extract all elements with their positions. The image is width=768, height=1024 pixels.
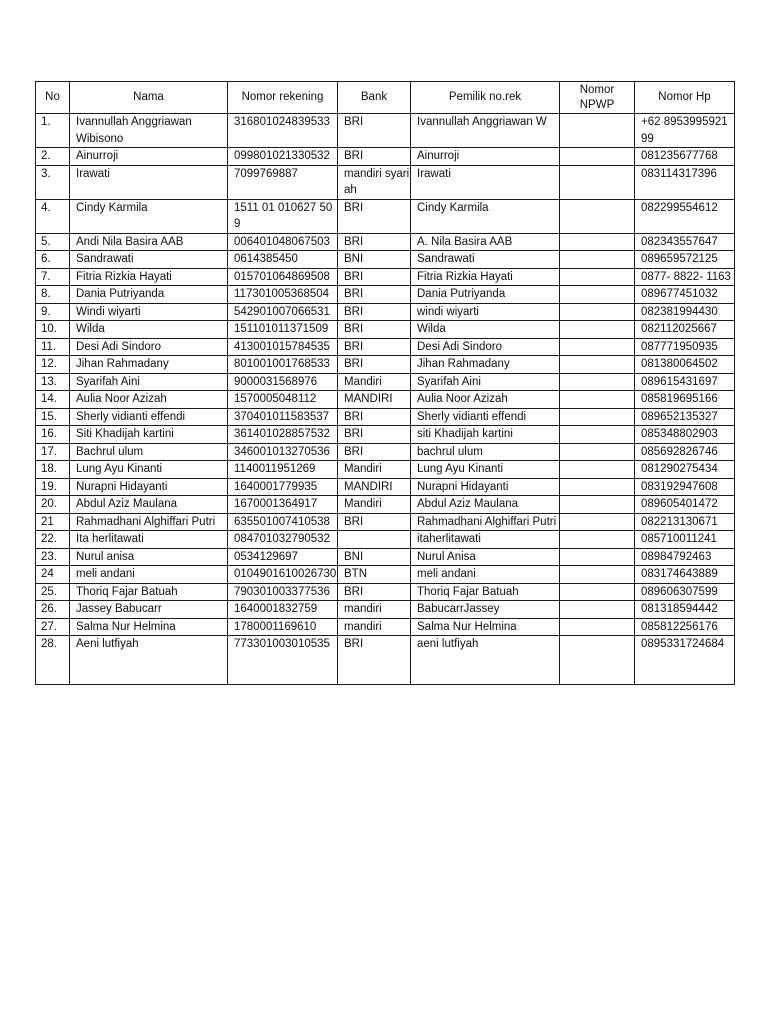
cell-nomor-npwp xyxy=(560,373,635,391)
cell-no: 4. xyxy=(36,199,70,233)
cell-no: 28. xyxy=(36,636,70,685)
cell-nomor-npwp xyxy=(560,338,635,356)
cell-nomor-rekening: 084701032790532 xyxy=(228,531,338,549)
cell-nomor-rekening: 117301005368504 xyxy=(228,286,338,304)
table-row xyxy=(36,303,735,321)
cell-bank: BRI xyxy=(338,408,411,426)
account-data-table xyxy=(35,81,735,685)
cell-nama: Fitria Rizkia Hayati xyxy=(70,268,228,286)
cell-nomor-npwp xyxy=(560,531,635,549)
cell-no: 22. xyxy=(36,531,70,549)
cell-nomor-npwp xyxy=(560,391,635,409)
cell-nama: Irawati xyxy=(70,165,228,199)
cell-nomor-hp: 082381994430 xyxy=(635,303,735,321)
table-row xyxy=(36,338,735,356)
table-row xyxy=(36,531,735,549)
cell-nama: Andi Nila Basira AAB xyxy=(70,233,228,251)
table-row xyxy=(36,114,735,148)
cell-bank: BRI xyxy=(338,321,411,339)
header-nomor-npwp: Nomor NPWP xyxy=(560,82,635,114)
cell-nomor-hp: 085348802903 xyxy=(635,426,735,444)
cell-nomor-rekening: 1140011951269 xyxy=(228,461,338,479)
cell-nomor-hp: 08984792463 xyxy=(635,548,735,566)
cell-nomor-hp: 081235677768 xyxy=(635,148,735,166)
cell-nomor-hp: 083192947608 xyxy=(635,478,735,496)
cell-pemilik-norek: Rahmadhani Alghiffari Putri xyxy=(411,513,560,531)
cell-nama: Wilda xyxy=(70,321,228,339)
cell-nomor-npwp xyxy=(560,251,635,269)
cell-no: 21 xyxy=(36,513,70,531)
cell-pemilik-norek: Ivannullah Anggriawan W xyxy=(411,114,560,148)
cell-nomor-rekening: 635501007410538 xyxy=(228,513,338,531)
cell-pemilik-norek: Sherly vidianti effendi xyxy=(411,408,560,426)
cell-nama: Lung Ayu Kinanti xyxy=(70,461,228,479)
cell-pemilik-norek: windi wiyarti xyxy=(411,303,560,321)
header-nama: Nama xyxy=(70,82,228,114)
cell-bank: BRI xyxy=(338,303,411,321)
cell-nomor-rekening: 0614385450 xyxy=(228,251,338,269)
cell-nama: Salma Nur Helmina xyxy=(70,618,228,636)
cell-nama: Ivannullah Anggriawan Wibisono xyxy=(70,114,228,148)
table-row xyxy=(36,601,735,619)
cell-nama: Syarifah Aini xyxy=(70,373,228,391)
cell-nomor-hp: 085710011241 xyxy=(635,531,735,549)
cell-nomor-npwp xyxy=(560,286,635,304)
table-row xyxy=(36,251,735,269)
cell-bank: mandiri syariah xyxy=(338,165,411,199)
cell-no: 17. xyxy=(36,443,70,461)
cell-nomor-npwp xyxy=(560,199,635,233)
table-row xyxy=(36,636,735,685)
cell-no: 26. xyxy=(36,601,70,619)
table-row xyxy=(36,478,735,496)
table-row xyxy=(36,148,735,166)
table-row xyxy=(36,618,735,636)
cell-nomor-rekening: 801001001768533 xyxy=(228,356,338,374)
cell-nomor-npwp xyxy=(560,601,635,619)
cell-no: 9. xyxy=(36,303,70,321)
cell-nomor-hp: 083114317396 xyxy=(635,165,735,199)
cell-nomor-hp: 082112025667 xyxy=(635,321,735,339)
cell-nomor-npwp xyxy=(560,636,635,685)
cell-bank: mandiri xyxy=(338,601,411,619)
cell-pemilik-norek: Irawati xyxy=(411,165,560,199)
cell-nama: Desi Adi Sindoro xyxy=(70,338,228,356)
cell-nomor-hp: 089652135327 xyxy=(635,408,735,426)
cell-bank: BRI xyxy=(338,268,411,286)
table-row xyxy=(36,443,735,461)
cell-no: 25. xyxy=(36,583,70,601)
table-row xyxy=(36,286,735,304)
cell-nomor-rekening: 9000031568976 xyxy=(228,373,338,391)
cell-bank: BRI xyxy=(338,233,411,251)
cell-no: 3. xyxy=(36,165,70,199)
cell-pemilik-norek: BabucarrJassey xyxy=(411,601,560,619)
cell-no: 2. xyxy=(36,148,70,166)
cell-pemilik-norek: aeni lutfiyah xyxy=(411,636,560,685)
cell-nama: Dania Putriyanda xyxy=(70,286,228,304)
cell-nomor-npwp xyxy=(560,165,635,199)
cell-no: 10. xyxy=(36,321,70,339)
cell-bank: BRI xyxy=(338,114,411,148)
cell-no: 18. xyxy=(36,461,70,479)
cell-nomor-hp: 082213130671 xyxy=(635,513,735,531)
cell-nomor-npwp xyxy=(560,303,635,321)
cell-pemilik-norek: Thoriq Fajar Batuah xyxy=(411,583,560,601)
cell-nomor-hp: 081380064502 xyxy=(635,356,735,374)
cell-nama: Nurapni Hidayanti xyxy=(70,478,228,496)
cell-bank: BRI xyxy=(338,636,411,685)
cell-nomor-hp: 082299554612 xyxy=(635,199,735,233)
cell-nomor-npwp xyxy=(560,496,635,514)
cell-nomor-rekening: 361401028857532 xyxy=(228,426,338,444)
cell-nomor-hp: 089659572125 xyxy=(635,251,735,269)
cell-nomor-npwp xyxy=(560,408,635,426)
cell-nomor-hp: 087771950935 xyxy=(635,338,735,356)
cell-nama: Thoriq Fajar Batuah xyxy=(70,583,228,601)
cell-pemilik-norek: Wilda xyxy=(411,321,560,339)
cell-bank: BRI xyxy=(338,148,411,166)
cell-bank: BNI xyxy=(338,548,411,566)
cell-nomor-rekening: 0104901610026730 xyxy=(228,566,338,584)
cell-nomor-hp: +62 895399592199 xyxy=(635,114,735,148)
cell-nomor-hp: 0895331724684 xyxy=(635,636,735,685)
cell-nomor-rekening: 316801024839533 xyxy=(228,114,338,148)
table-row xyxy=(36,391,735,409)
cell-nomor-npwp xyxy=(560,513,635,531)
cell-nomor-rekening: 099801021330532 xyxy=(228,148,338,166)
cell-no: 20. xyxy=(36,496,70,514)
cell-nomor-rekening: 1640001832759 xyxy=(228,601,338,619)
cell-nomor-npwp xyxy=(560,548,635,566)
cell-pemilik-norek: Ainurroji xyxy=(411,148,560,166)
cell-bank: MANDIRI xyxy=(338,478,411,496)
table-row xyxy=(36,199,735,233)
cell-pemilik-norek: Aulia Noor Azizah xyxy=(411,391,560,409)
cell-pemilik-norek: itaherlitawati xyxy=(411,531,560,549)
cell-no: 15. xyxy=(36,408,70,426)
header-bank: Bank xyxy=(338,82,411,114)
cell-nama: Ainurroji xyxy=(70,148,228,166)
cell-no: 7. xyxy=(36,268,70,286)
cell-nomor-hp: 089605401472 xyxy=(635,496,735,514)
cell-no: 1. xyxy=(36,114,70,148)
cell-bank xyxy=(338,531,411,549)
table-row xyxy=(36,513,735,531)
cell-nomor-rekening: 015701064869508 xyxy=(228,268,338,286)
cell-nama: Cindy Karmila xyxy=(70,199,228,233)
table-row xyxy=(36,321,735,339)
table-row xyxy=(36,583,735,601)
cell-nomor-hp: 089677451032 xyxy=(635,286,735,304)
cell-no: 8. xyxy=(36,286,70,304)
cell-nomor-hp: 085692826746 xyxy=(635,443,735,461)
table-header-row xyxy=(36,82,735,114)
cell-nomor-rekening: 006401048067503 xyxy=(228,233,338,251)
cell-nomor-rekening: 1640001779935 xyxy=(228,478,338,496)
cell-nomor-rekening: 1780001169610 xyxy=(228,618,338,636)
table-row xyxy=(36,268,735,286)
cell-pemilik-norek: Abdul Aziz Maulana xyxy=(411,496,560,514)
cell-bank: BNI xyxy=(338,251,411,269)
header-nomor-rekening: Nomor rekening xyxy=(228,82,338,114)
cell-nomor-rekening: 1670001364917 xyxy=(228,496,338,514)
cell-nomor-npwp xyxy=(560,148,635,166)
cell-nomor-hp: 089615431697 xyxy=(635,373,735,391)
cell-nomor-npwp xyxy=(560,268,635,286)
cell-nomor-rekening: 1570005048112 xyxy=(228,391,338,409)
cell-bank: BRI xyxy=(338,426,411,444)
cell-nomor-rekening: 370401011583537 xyxy=(228,408,338,426)
cell-nomor-rekening: 7099769887 xyxy=(228,165,338,199)
table-row xyxy=(36,233,735,251)
cell-nomor-npwp xyxy=(560,461,635,479)
cell-bank: BRI xyxy=(338,199,411,233)
cell-bank: BRI xyxy=(338,443,411,461)
cell-nama: Abdul Aziz Maulana xyxy=(70,496,228,514)
cell-bank: BRI xyxy=(338,286,411,304)
cell-no: 19. xyxy=(36,478,70,496)
cell-nomor-rekening: 1511 01 010627 50 9 xyxy=(228,199,338,233)
cell-bank: BRI xyxy=(338,338,411,356)
cell-nomor-npwp xyxy=(560,426,635,444)
table-row xyxy=(36,461,735,479)
cell-nama: Rahmadhani Alghiffari Putri xyxy=(70,513,228,531)
table-row xyxy=(36,496,735,514)
cell-nomor-hp: 081290275434 xyxy=(635,461,735,479)
cell-nama: Sandrawati xyxy=(70,251,228,269)
cell-nama: Bachrul ulum xyxy=(70,443,228,461)
cell-pemilik-norek: Syarifah Aini xyxy=(411,373,560,391)
table-row xyxy=(36,408,735,426)
cell-pemilik-norek: Fitria Rizkia Hayati xyxy=(411,268,560,286)
cell-nomor-npwp xyxy=(560,114,635,148)
cell-pemilik-norek: Desi Adi Sindoro xyxy=(411,338,560,356)
table-row xyxy=(36,548,735,566)
cell-nama: Siti Khadijah kartini xyxy=(70,426,228,444)
cell-bank: BRI xyxy=(338,513,411,531)
table-row xyxy=(36,373,735,391)
cell-nama: Ita herlitawati xyxy=(70,531,228,549)
cell-nama: Aulia Noor Azizah xyxy=(70,391,228,409)
table-row xyxy=(36,165,735,199)
header-no: No xyxy=(36,82,70,114)
cell-pemilik-norek: Sandrawati xyxy=(411,251,560,269)
cell-no: 16. xyxy=(36,426,70,444)
cell-nomor-npwp xyxy=(560,443,635,461)
cell-no: 27. xyxy=(36,618,70,636)
cell-nama: Jassey Babucarr xyxy=(70,601,228,619)
cell-nomor-hp: 085819695166 xyxy=(635,391,735,409)
cell-nomor-rekening: 413001015784535 xyxy=(228,338,338,356)
header-nomor-hp: Nomor Hp xyxy=(635,82,735,114)
cell-nomor-npwp xyxy=(560,321,635,339)
cell-pemilik-norek: Dania Putriyanda xyxy=(411,286,560,304)
cell-nama: Windi wiyarti xyxy=(70,303,228,321)
cell-bank: BTN xyxy=(338,566,411,584)
cell-pemilik-norek: meli andani xyxy=(411,566,560,584)
header-pemilik-norek: Pemilik no.rek xyxy=(411,82,560,114)
cell-nomor-hp: 082343557647 xyxy=(635,233,735,251)
cell-pemilik-norek: siti Khadijah kartini xyxy=(411,426,560,444)
cell-pemilik-norek: A. Nila Basira AAB xyxy=(411,233,560,251)
cell-nama: meli andani xyxy=(70,566,228,584)
cell-pemilik-norek: Nurapni Hidayanti xyxy=(411,478,560,496)
cell-nomor-rekening: 346001013270536 xyxy=(228,443,338,461)
cell-bank: Mandiri xyxy=(338,461,411,479)
cell-nomor-hp: 083174643889 xyxy=(635,566,735,584)
cell-nama: Jihan Rahmadany xyxy=(70,356,228,374)
cell-no: 13. xyxy=(36,373,70,391)
cell-nomor-npwp xyxy=(560,478,635,496)
cell-bank: Mandiri xyxy=(338,496,411,514)
cell-no: 23. xyxy=(36,548,70,566)
cell-nomor-rekening: 542901007066531 xyxy=(228,303,338,321)
cell-no: 14. xyxy=(36,391,70,409)
table-body xyxy=(36,114,735,685)
cell-bank: BRI xyxy=(338,356,411,374)
cell-bank: Mandiri xyxy=(338,373,411,391)
cell-pemilik-norek: Lung Ayu Kinanti xyxy=(411,461,560,479)
cell-pemilik-norek: Salma Nur Helmina xyxy=(411,618,560,636)
table-row xyxy=(36,426,735,444)
cell-nomor-hp: 0877- 8822- 1163 xyxy=(635,268,735,286)
cell-no: 12. xyxy=(36,356,70,374)
cell-no: 6. xyxy=(36,251,70,269)
cell-nomor-hp: 089606307599 xyxy=(635,583,735,601)
cell-nomor-npwp xyxy=(560,356,635,374)
cell-nomor-npwp xyxy=(560,618,635,636)
cell-nomor-rekening: 151101011371509 xyxy=(228,321,338,339)
cell-nomor-rekening: 773301003010535 xyxy=(228,636,338,685)
cell-pemilik-norek: Jihan Rahmadany xyxy=(411,356,560,374)
cell-pemilik-norek: Nurul Anisa xyxy=(411,548,560,566)
cell-nomor-npwp xyxy=(560,566,635,584)
cell-pemilik-norek: bachrul ulum xyxy=(411,443,560,461)
cell-nama: Aeni lutfiyah xyxy=(70,636,228,685)
cell-nomor-npwp xyxy=(560,583,635,601)
cell-bank: BRI xyxy=(338,583,411,601)
cell-nomor-hp: 081318594442 xyxy=(635,601,735,619)
cell-nomor-hp: 085812256176 xyxy=(635,618,735,636)
cell-nama: Nurul anisa xyxy=(70,548,228,566)
cell-no: 24 xyxy=(36,566,70,584)
cell-nomor-rekening: 0534129697 xyxy=(228,548,338,566)
cell-nomor-rekening: 790301003377536 xyxy=(228,583,338,601)
cell-bank: MANDIRI xyxy=(338,391,411,409)
cell-nama: Sherly vidianti effendi xyxy=(70,408,228,426)
cell-no: 5. xyxy=(36,233,70,251)
cell-pemilik-norek: Cindy Karmila xyxy=(411,199,560,233)
cell-bank: mandiri xyxy=(338,618,411,636)
cell-nomor-npwp xyxy=(560,233,635,251)
cell-no: 11. xyxy=(36,338,70,356)
table-row xyxy=(36,356,735,374)
table-row xyxy=(36,566,735,584)
